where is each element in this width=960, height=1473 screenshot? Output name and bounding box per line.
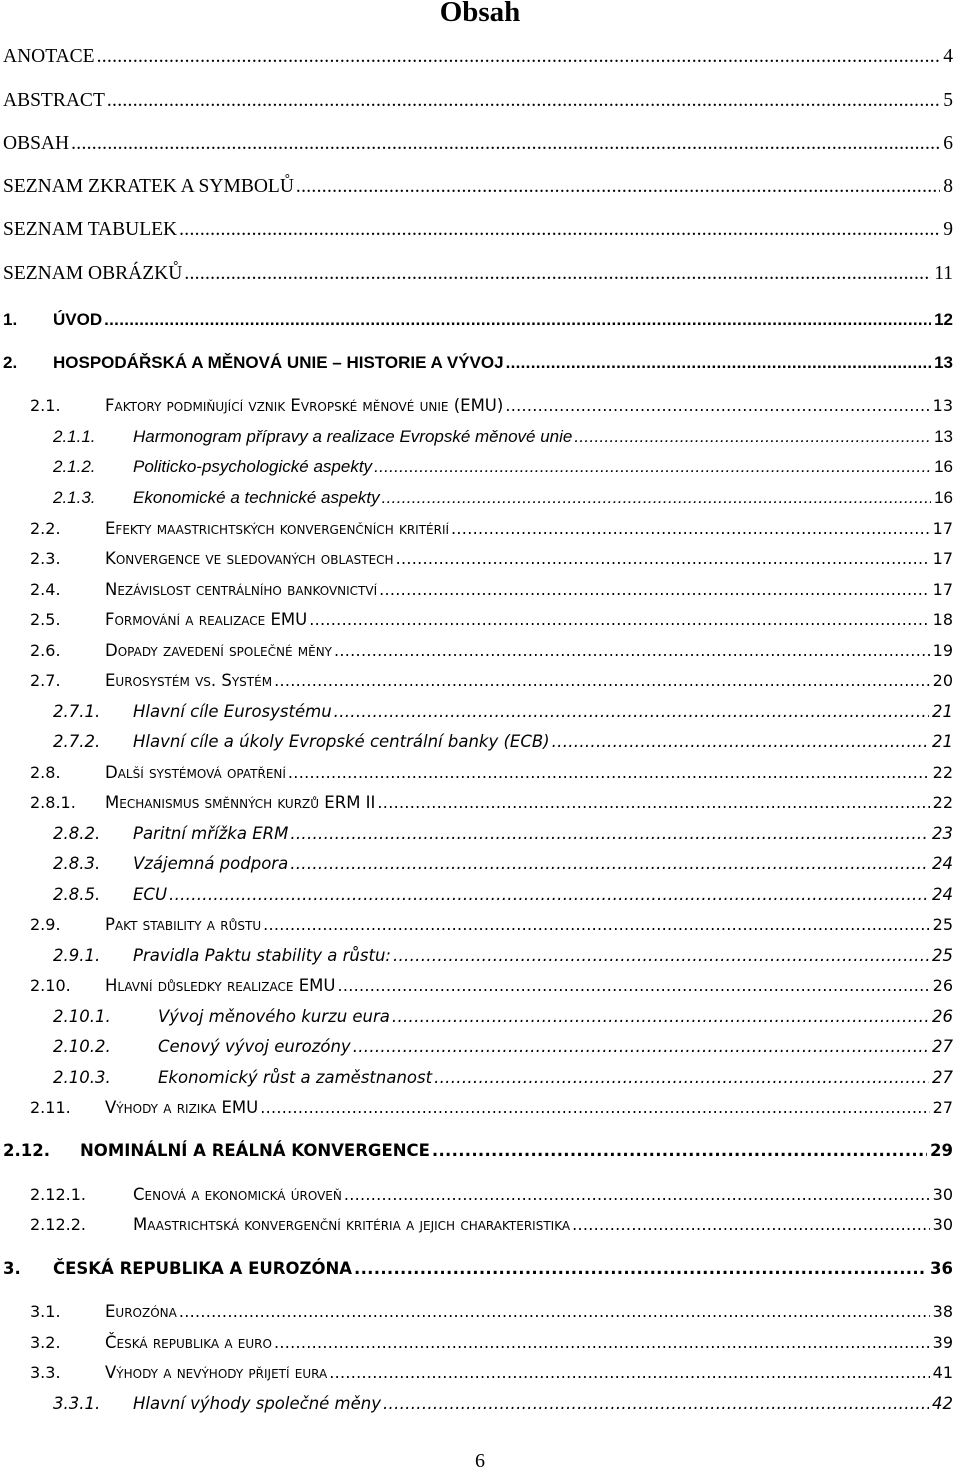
toc-entry[interactable] xyxy=(3,46,953,72)
toc-entry[interactable] xyxy=(30,641,953,667)
dot-leader xyxy=(334,702,929,722)
toc-entry[interactable] xyxy=(30,610,953,636)
dot-leader xyxy=(274,1333,930,1352)
toc-entry-number: 1. xyxy=(3,310,18,329)
toc-entry-page: 22 xyxy=(932,793,953,812)
toc-entry[interactable] xyxy=(53,732,953,758)
toc-entry-page: 19 xyxy=(932,641,953,660)
dot-leader xyxy=(451,519,930,538)
toc-entry-title: Hlavní důsledky realizace EMU xyxy=(105,976,336,995)
dot-leader xyxy=(344,1185,930,1204)
toc-entry[interactable] xyxy=(30,976,953,1002)
dot-leader xyxy=(329,1363,929,1382)
toc-entry-number: 2.4. xyxy=(30,580,61,599)
toc-entry-title: Pakt stability a růstu xyxy=(105,915,262,934)
toc-entry-number: 2.11. xyxy=(30,1098,71,1117)
toc-entry-page: 16 xyxy=(934,457,953,476)
toc-entry-number: 2.7.1. xyxy=(53,702,101,721)
toc-entry[interactable] xyxy=(53,885,953,911)
toc-entry[interactable] xyxy=(30,1098,953,1124)
toc-entry-number: 2.10.3. xyxy=(53,1068,111,1087)
dot-leader xyxy=(552,732,929,752)
toc-entry-number: 2.3. xyxy=(30,549,61,568)
toc-entry-number: 2.6. xyxy=(30,641,61,660)
toc-entry-title: Další systémová opatření xyxy=(105,763,286,782)
toc-entry-number: 2.10.1. xyxy=(53,1007,111,1026)
toc-entry-title: Mechanismus směnných kurzů ERM II xyxy=(105,793,376,812)
toc-entry-number: 2.2. xyxy=(30,519,61,538)
dot-leader xyxy=(97,46,941,69)
toc-entry[interactable] xyxy=(53,946,953,972)
toc-entry-number: 3.1. xyxy=(30,1302,61,1321)
toc-entry-number: 3.2. xyxy=(30,1333,61,1352)
toc-entry-number: 2.12.2. xyxy=(30,1215,86,1234)
toc-entry-page: 27 xyxy=(932,1037,953,1056)
toc-entry-number: 2.12.1. xyxy=(30,1185,86,1204)
toc-entry-title: Vzájemná podpora xyxy=(133,854,289,873)
toc-entry-page: 17 xyxy=(932,519,953,538)
toc-entry[interactable] xyxy=(53,427,953,453)
toc-entry-page: 17 xyxy=(932,549,953,568)
toc-entry-title: Maastrichtská konvergenční kritéria a jejich charakteristika xyxy=(133,1215,571,1234)
toc-entry-title: SEZNAM ZKRATEK A SYMBOLŮ xyxy=(3,176,294,197)
dot-leader xyxy=(379,580,930,599)
toc-entry-number: 2.1.2. xyxy=(53,457,96,476)
toc-entry[interactable] xyxy=(30,1363,953,1389)
toc-entry-page: 12 xyxy=(934,310,953,329)
toc-entry-page: 16 xyxy=(934,488,953,507)
toc-entry[interactable] xyxy=(3,1141,953,1167)
toc-entry-title: Eurosystém vs. Systém xyxy=(105,671,273,690)
toc-entry-title: Paritní mřížka ERM xyxy=(133,824,289,843)
toc-entry[interactable] xyxy=(53,457,953,483)
toc-entry[interactable] xyxy=(3,219,953,245)
toc-entry-number: 2.9.1. xyxy=(53,946,101,965)
toc-entry-title: HOSPODÁŘSKÁ A MĚNOVÁ UNIE – HISTORIE A VÝVOJ xyxy=(53,353,504,372)
toc-entry-title: Faktory podmiňující vznik Evropské měnové unie (EMU) xyxy=(105,396,504,415)
toc-entry-title: ABSTRACT xyxy=(3,90,105,111)
dot-leader xyxy=(263,915,930,934)
dot-leader xyxy=(290,824,929,844)
toc-entry[interactable] xyxy=(53,1037,953,1063)
toc-entry-number: 2.10.2. xyxy=(53,1037,111,1056)
toc-entry[interactable] xyxy=(53,1394,953,1420)
toc-entry[interactable] xyxy=(53,854,953,880)
toc-entry[interactable] xyxy=(30,549,953,575)
toc-entry[interactable] xyxy=(30,396,953,422)
dot-leader xyxy=(290,854,929,874)
toc-entry[interactable] xyxy=(3,353,953,379)
dot-leader xyxy=(353,1037,929,1057)
dot-leader xyxy=(354,1259,927,1279)
toc-entry-page: 42 xyxy=(932,1394,953,1413)
toc-entry-number: 2.8.2. xyxy=(53,824,101,843)
toc-entry-number: 2.1.1. xyxy=(53,427,96,446)
toc-entry-title: ÚVOD xyxy=(53,310,103,329)
toc-entry-title: Výhody a nevýhody přijetí eura xyxy=(105,1363,328,1382)
toc-entry[interactable] xyxy=(30,1215,953,1241)
toc-entry-title: OBSAH xyxy=(3,133,70,154)
toc-entry-title: Cenový vývoj eurozóny xyxy=(158,1037,351,1056)
toc-entry-page: 20 xyxy=(932,671,953,690)
toc-entry-page: 18 xyxy=(932,610,953,629)
toc-entry[interactable] xyxy=(30,763,953,789)
toc-entry-title: Hlavní cíle Eurosystému xyxy=(133,702,332,721)
toc-entry-page: 4 xyxy=(943,46,953,67)
toc-entry[interactable] xyxy=(3,310,953,336)
toc-entry-number: 2.8.1. xyxy=(30,793,76,812)
toc-entry-number: 2.12. xyxy=(3,1141,50,1160)
toc-entry[interactable] xyxy=(3,90,953,116)
toc-entry[interactable] xyxy=(3,1259,953,1285)
toc-entry-page: 26 xyxy=(932,1007,953,1026)
toc-entry-title: ANOTACE xyxy=(3,46,95,67)
toc-entry-page: 13 xyxy=(934,427,953,446)
dot-leader xyxy=(184,263,931,286)
toc-entry[interactable] xyxy=(30,793,953,819)
toc-entry-number: 2.10. xyxy=(30,976,71,995)
toc-entry-page: 22 xyxy=(932,763,953,782)
toc-entry-page: 26 xyxy=(932,976,953,995)
toc-entry-number: 2.7.2. xyxy=(53,732,101,751)
dot-leader xyxy=(104,310,931,330)
toc-entry-page: 11 xyxy=(934,263,953,284)
toc-entry-page: 24 xyxy=(932,854,953,873)
toc-entry[interactable] xyxy=(30,1185,953,1211)
dot-leader xyxy=(107,90,940,113)
toc-entry-title: ECU xyxy=(133,885,168,904)
toc-entry-page: 39 xyxy=(932,1333,953,1352)
dot-leader xyxy=(71,133,940,156)
dot-leader xyxy=(179,219,940,242)
toc-entry-page: 6 xyxy=(943,133,953,154)
toc-entry-number: 2.1.3. xyxy=(53,488,96,507)
dot-leader xyxy=(572,1215,930,1234)
toc-entry-page: 23 xyxy=(932,824,953,843)
dot-leader xyxy=(337,976,929,995)
dot-leader xyxy=(260,1098,929,1117)
page-title: Obsah xyxy=(439,0,521,28)
toc-entry-page: 21 xyxy=(932,732,953,751)
dot-leader xyxy=(434,1068,929,1088)
toc-entry-page: 30 xyxy=(932,1215,953,1234)
toc-entry-title: Dopady zavedení společné měny xyxy=(105,641,333,660)
toc-entry-title: Hlavní výhody společné měny xyxy=(133,1394,381,1413)
toc-entry-page: 8 xyxy=(943,176,953,197)
dot-leader xyxy=(288,763,930,782)
toc-entry-title: Politicko-psychologické aspekty xyxy=(133,457,373,476)
dot-leader xyxy=(296,176,940,199)
toc-entry-page: 41 xyxy=(932,1363,953,1382)
toc-entry-number: 2.8. xyxy=(30,763,61,782)
toc-entry[interactable] xyxy=(30,580,953,606)
toc-entry-title: Nezávislost centrálního bankovnictví xyxy=(105,580,378,599)
toc-entry-title: Harmonogram přípravy a realizace Evropské měnové unie xyxy=(133,427,573,446)
toc-entry-page: 13 xyxy=(934,353,953,372)
toc-entry-number: 3.3. xyxy=(30,1363,61,1382)
toc-entry-title: Hlavní cíle a úkoly Evropské centrální banky (ECB) xyxy=(133,732,550,751)
toc-entry-page: 27 xyxy=(932,1068,953,1087)
toc-entry-number: 2. xyxy=(3,353,18,372)
dot-leader xyxy=(179,1302,930,1321)
toc-entry-title: Vývoj měnového kurzu eura xyxy=(158,1007,390,1026)
toc-entry[interactable] xyxy=(3,133,953,159)
dot-leader xyxy=(506,353,932,373)
toc-entry[interactable] xyxy=(53,1068,953,1094)
toc-entry[interactable] xyxy=(3,263,953,289)
toc-entry-page: 38 xyxy=(932,1302,953,1321)
toc-entry[interactable] xyxy=(53,1007,953,1033)
dot-leader xyxy=(274,671,930,690)
toc-entry-title: Cenová a ekonomická úroveň xyxy=(133,1185,342,1204)
toc-entry-page: 25 xyxy=(932,915,953,934)
toc-entry-title: ČESKÁ REPUBLIKA A EUROZÓNA xyxy=(53,1259,353,1278)
dot-leader xyxy=(169,885,929,905)
toc-entry[interactable] xyxy=(30,1302,953,1328)
dot-leader xyxy=(374,457,931,477)
toc-entry-number: 2.9. xyxy=(30,915,61,934)
toc-entry-page: 9 xyxy=(943,219,953,240)
toc-entry-title: Česká republika a euro xyxy=(105,1333,272,1352)
toc-entry-title: Konvergence ve sledovaných oblastech xyxy=(105,549,394,568)
toc-entry-page: 21 xyxy=(932,702,953,721)
toc-entry-title: Ekonomické a technické aspekty xyxy=(133,488,380,507)
toc-entry-number: 2.7. xyxy=(30,671,61,690)
dot-leader xyxy=(396,549,930,568)
toc-entry-number: 2.8.3. xyxy=(53,854,101,873)
dot-leader xyxy=(382,488,931,508)
toc-entry[interactable] xyxy=(30,671,953,697)
dot-leader xyxy=(393,946,929,966)
toc-entry[interactable] xyxy=(30,519,953,545)
dot-leader xyxy=(334,641,930,660)
toc-entry[interactable] xyxy=(3,176,953,202)
toc-entry-title: Výhody a rizika EMU xyxy=(105,1098,259,1117)
toc-entry-number: 3.3.1. xyxy=(53,1394,101,1413)
toc-entry-number: 2.8.5. xyxy=(53,885,101,904)
toc-entry-title: NOMINÁLNÍ A REÁLNÁ KONVERGENCE xyxy=(80,1141,430,1160)
toc-entry-page: 24 xyxy=(932,885,953,904)
toc-entry-page: 17 xyxy=(932,580,953,599)
dot-leader xyxy=(309,610,929,629)
toc-entry-page: 13 xyxy=(932,396,953,415)
dot-leader xyxy=(574,427,931,447)
toc-entry-number: 2.5. xyxy=(30,610,61,629)
dot-leader xyxy=(392,1007,929,1027)
toc-entry-title: Formování a realizace EMU xyxy=(105,610,308,629)
toc-entry-title: Ekonomický růst a zaměstnanost xyxy=(158,1068,433,1087)
toc-entry[interactable] xyxy=(30,1333,953,1359)
toc-entry-page: 30 xyxy=(932,1185,953,1204)
toc-entry-page: 25 xyxy=(932,946,953,965)
toc-entry[interactable] xyxy=(53,488,953,514)
toc-entry-title: SEZNAM TABULEK xyxy=(3,219,178,240)
toc-entry-number: 3. xyxy=(3,1259,21,1278)
toc-entry[interactable] xyxy=(53,824,953,850)
toc-entry-title: Efekty maastrichtských konvergenčních kritérií xyxy=(105,519,450,538)
toc-entry-number: 2.1. xyxy=(30,396,61,415)
toc-entry-page: 29 xyxy=(930,1141,953,1160)
toc-entry-page: 36 xyxy=(930,1259,953,1278)
toc-entry-title: Eurozóna xyxy=(105,1302,177,1321)
toc-entry-page: 5 xyxy=(943,90,953,111)
dot-leader xyxy=(432,1141,927,1161)
dot-leader xyxy=(383,1394,929,1414)
toc-entry-title: Pravidla Paktu stability a růstu: xyxy=(133,946,391,965)
toc-entry-page: 27 xyxy=(932,1098,953,1117)
dot-leader xyxy=(505,396,929,415)
toc-entry-title: SEZNAM OBRÁZKŮ xyxy=(3,263,183,284)
toc-entry[interactable] xyxy=(53,702,953,728)
dot-leader xyxy=(377,793,929,812)
toc-entry[interactable] xyxy=(30,915,953,941)
page-number: 6 xyxy=(475,1450,485,1472)
